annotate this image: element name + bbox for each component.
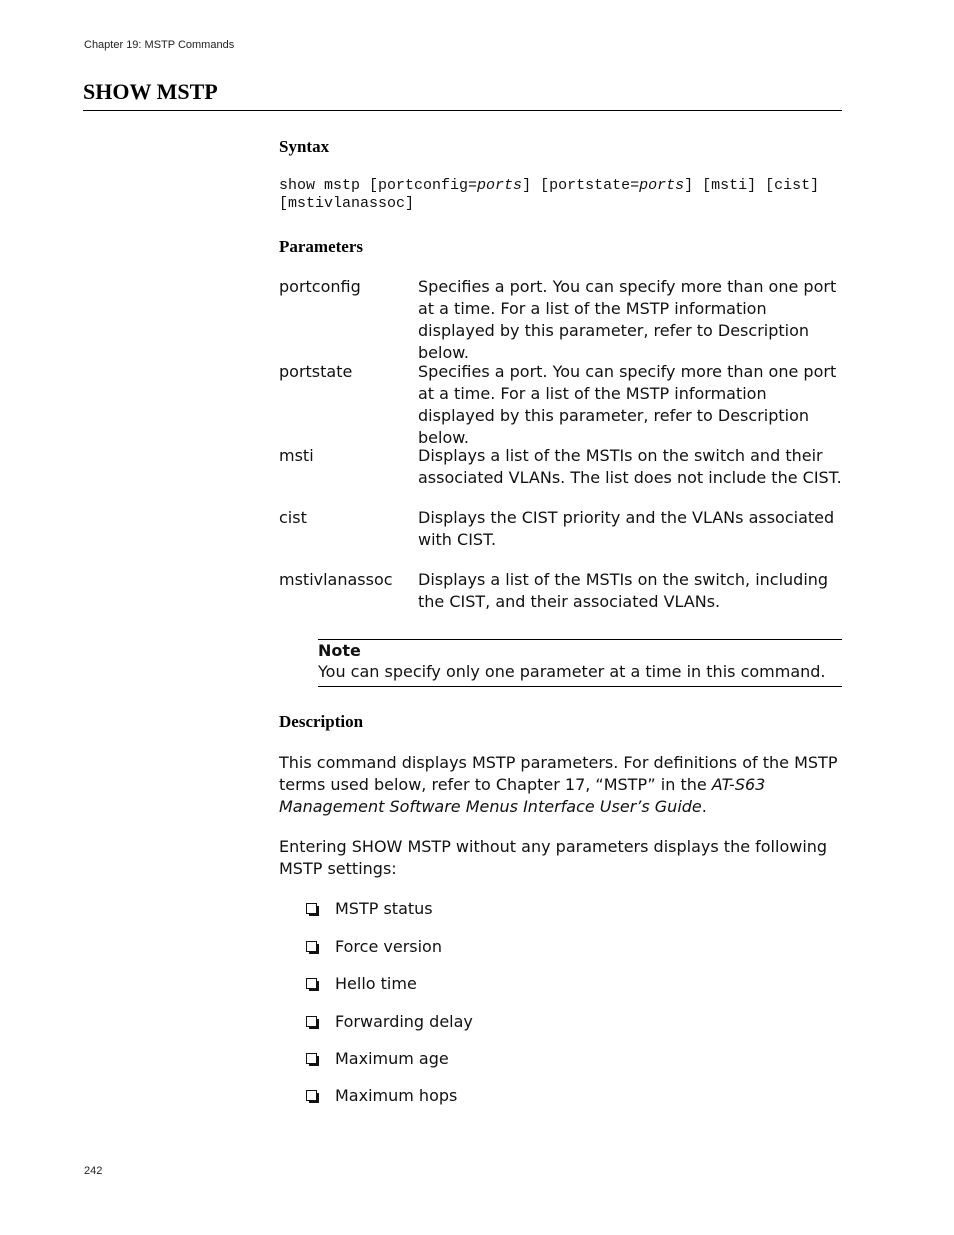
- description-paragraph-2: Entering SHOW MSTP without any parameters displays the following MSTP settings:: [279, 837, 828, 878]
- syntax-code-part: ] [msti] [cist]: [684, 177, 820, 194]
- checkbox-bullet-icon: [306, 978, 317, 989]
- parameter-row-msti: [279, 445, 844, 489]
- syntax-code-line2: [mstivlanassoc]: [279, 195, 415, 212]
- note-box: [318, 639, 842, 687]
- syntax-code-part: ] [portstate=: [522, 177, 640, 194]
- list-item-label: MSTP status: [335, 899, 433, 918]
- parameter-description: Specifies a port. You can specify more than one port at a time. For a list of the MSTP information displayed by this parameter, refer to Description below.: [418, 362, 837, 447]
- parameter-row-portstate: [279, 361, 844, 447]
- checkbox-bullet-icon: [306, 903, 317, 914]
- checkbox-bullet-icon: [306, 1016, 317, 1027]
- list-item-label: Force version: [335, 937, 442, 956]
- list-item-label: Forwarding delay: [335, 1012, 473, 1031]
- parameter-name: msti: [279, 446, 314, 465]
- parameter-name: cist: [279, 508, 307, 527]
- syntax-code-part: show mstp [portconfig=: [279, 177, 478, 194]
- syntax-code-arg: ports: [639, 177, 685, 194]
- parameter-name: portconfig: [279, 277, 361, 296]
- book-title: AT-S63 Management Software Menus Interface User’s Guide: [279, 775, 766, 816]
- list-item-label: Hello time: [335, 974, 417, 993]
- parameter-description: Displays a list of the MSTIs on the switch, including the CIST, and their associated VLANs.: [418, 570, 829, 611]
- description-text-end: .: [701, 797, 707, 816]
- page-title: SHOW MSTP: [83, 79, 218, 104]
- description-heading: Description: [279, 712, 364, 731]
- parameter-name: mstivlanassoc: [279, 570, 393, 589]
- page-number: 242: [84, 1165, 103, 1177]
- checkbox-bullet-icon: [306, 1090, 317, 1101]
- syntax-code-arg: ports: [477, 177, 523, 194]
- parameter-description: Displays a list of the MSTIs on the switch and their associated VLANs. The list does not include the CIST.: [418, 446, 842, 487]
- parameter-row-portconfig: [279, 276, 844, 362]
- parameter-description: Specifies a port. You can specify more than one port at a time. For a list of the MSTP information displayed by this parameter, refer to Description below.: [418, 277, 837, 362]
- parameter-row-cist: [279, 507, 844, 551]
- note-text: You can specify only one parameter at a time in this command.: [318, 662, 826, 681]
- parameter-name: portstate: [279, 362, 353, 381]
- parameter-description: Displays the CIST priority and the VLANs associated with CIST.: [418, 508, 835, 549]
- syntax-code: [279, 177, 844, 213]
- note-label: Note: [318, 641, 361, 660]
- description-text: This command displays MSTP parameters. For definitions of the MSTP terms used below, refer to Chapter 17, “MSTP” in the: [279, 753, 838, 794]
- checkbox-bullet-icon: [306, 941, 317, 952]
- parameters-heading: Parameters: [279, 237, 364, 256]
- syntax-heading: Syntax: [279, 137, 330, 156]
- description-paragraph-1: [279, 752, 844, 818]
- parameter-row-mstivlanassoc: [279, 569, 844, 613]
- list-item-label: Maximum hops: [335, 1086, 458, 1105]
- list-item-label: Maximum age: [335, 1049, 449, 1068]
- running-header: Chapter 19: MSTP Commands: [84, 39, 235, 51]
- checkbox-bullet-icon: [306, 1053, 317, 1064]
- title-rule: [83, 110, 842, 111]
